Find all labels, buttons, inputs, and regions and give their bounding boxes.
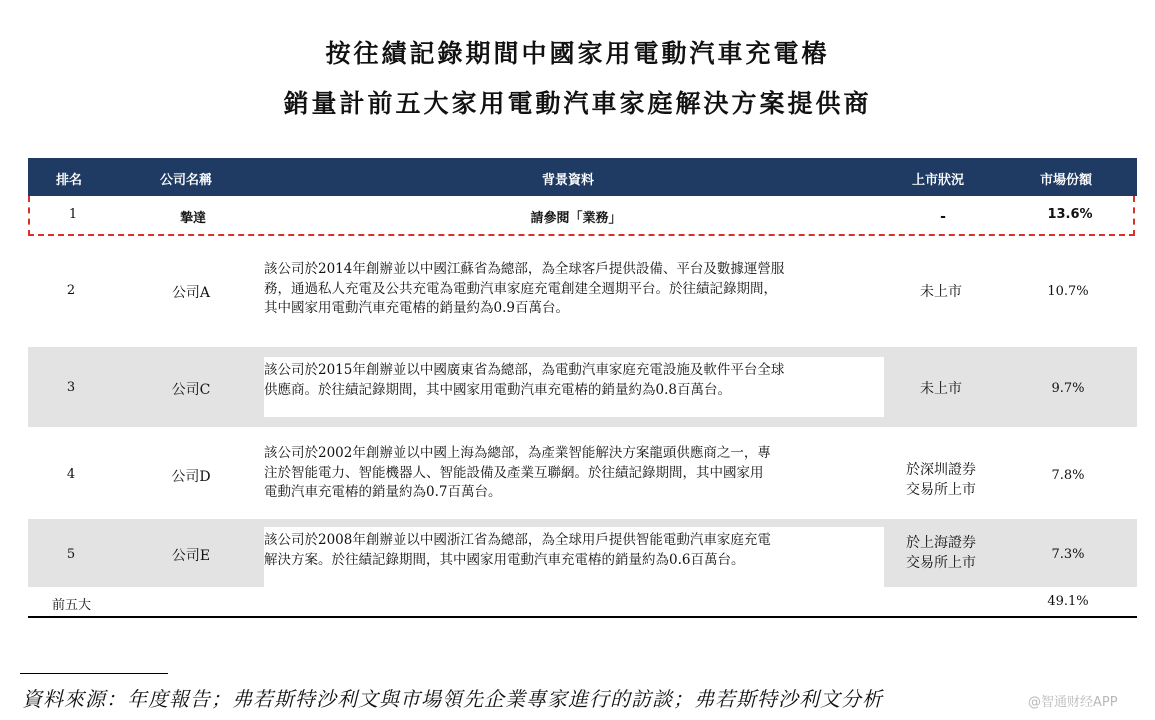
table-row: [28, 248, 1137, 334]
row-background: [264, 440, 884, 507]
listing-line: 交易所上市: [906, 555, 976, 571]
table-row: [28, 430, 1137, 516]
row-background: [264, 527, 884, 587]
row-listing: -: [940, 209, 946, 225]
listing-line: 於上海證券: [906, 535, 976, 551]
row-share: 10.7%: [1047, 284, 1089, 299]
row-listing: [891, 282, 991, 302]
watermark: @智通财经APP: [1028, 695, 1118, 710]
background-line: 該公司於2008年創辦並以中國浙江省為總部，為全球用戶提供智能電動汽車家庭充電: [264, 532, 771, 548]
row-listing: [891, 460, 991, 500]
row-company: 摯達: [179, 211, 206, 226]
background-line: 解決方案。於往績記錄期間，其中國家用電動汽車充電樁的銷量約為0.6百萬台。: [264, 551, 745, 568]
row-share: 13.6%: [1047, 207, 1093, 222]
source-note: 資料來源：年度報告；弗若斯特沙利文與市場領先企業專家進行的訪談；弗若斯特沙利文分析: [22, 687, 883, 711]
background-line: 電動汽車充電樁的銷量約為0.7百萬台。: [264, 484, 502, 500]
row-background: 請參閱「業務」: [530, 211, 622, 226]
table-header: [28, 158, 1137, 196]
row-rank: 2: [66, 283, 76, 298]
table-total-row: [28, 588, 1137, 616]
table-row: [28, 519, 1137, 587]
row-company: 公司D: [171, 469, 211, 485]
footnote-rule: [20, 673, 168, 674]
row-rank: 5: [66, 547, 76, 562]
row-share: 9.7%: [1051, 381, 1085, 396]
background-line: 該公司於2014年創辦並以中國江蘇省為總部，為全球客戶提供設備、平台及數據運營服: [264, 261, 785, 277]
background-line: 注於智能電力、智能機器人、智能設備及產業互聯網。於往績記錄期間，其中國家用: [264, 464, 764, 481]
title-line-2: 銷量計前五大家用電動汽車家庭解決方案提供商: [283, 89, 872, 118]
listing-line: 交易所上市: [906, 482, 976, 498]
header-company: 公司名稱: [160, 173, 213, 188]
row-listing: [891, 379, 991, 399]
row-listing: [891, 533, 991, 573]
table-row: [28, 347, 1137, 427]
background-line: 該公司於2015年創辦並以中國廣東省為總部，為電動汽車家庭充電設施及軟件平台全球: [264, 362, 785, 378]
header-share: 市場份額: [1040, 173, 1093, 188]
total-share: 49.1%: [1047, 594, 1089, 609]
listing-line: 未上市: [920, 381, 962, 397]
background-line: 其中國家用電動汽車充電樁的銷量約為0.9百萬台。: [264, 300, 569, 316]
row-company: 公司A: [171, 285, 211, 301]
row-rank: 1: [68, 207, 78, 222]
row-rank: 3: [66, 380, 76, 395]
row-background: [264, 256, 884, 323]
row-share: 7.8%: [1051, 468, 1085, 483]
row-background: [264, 357, 884, 417]
table-row-highlighted: [28, 196, 1135, 236]
background-line: 務，通過私人充電及公共充電為電動汽車家庭充電創建全週期平台。於往績記錄期間，: [264, 280, 777, 297]
table-bottom-rule: [28, 616, 1137, 618]
header-listing: 上市狀況: [912, 173, 965, 188]
row-share: 7.3%: [1051, 547, 1085, 562]
header-background: 背景資料: [542, 173, 595, 188]
listing-line: 於深圳證券: [906, 462, 976, 478]
row-company: 公司E: [171, 548, 211, 564]
background-line: 供應商。於往績記錄期間，其中國家用電動汽車充電樁的銷量約為0.8百萬台。: [264, 381, 731, 398]
row-company: 公司C: [171, 382, 211, 398]
header-rank: 排名: [56, 173, 83, 188]
title-line-1: 按往績記錄期間中國家用電動汽車充電樁: [325, 39, 830, 68]
background-line: 該公司於2002年創辦並以中國上海為總部，為產業智能解決方案龍頭供應商之一，專: [264, 445, 771, 461]
total-label: 前五大: [52, 598, 92, 613]
listing-line: 未上市: [920, 284, 962, 300]
row-rank: 4: [66, 467, 76, 482]
